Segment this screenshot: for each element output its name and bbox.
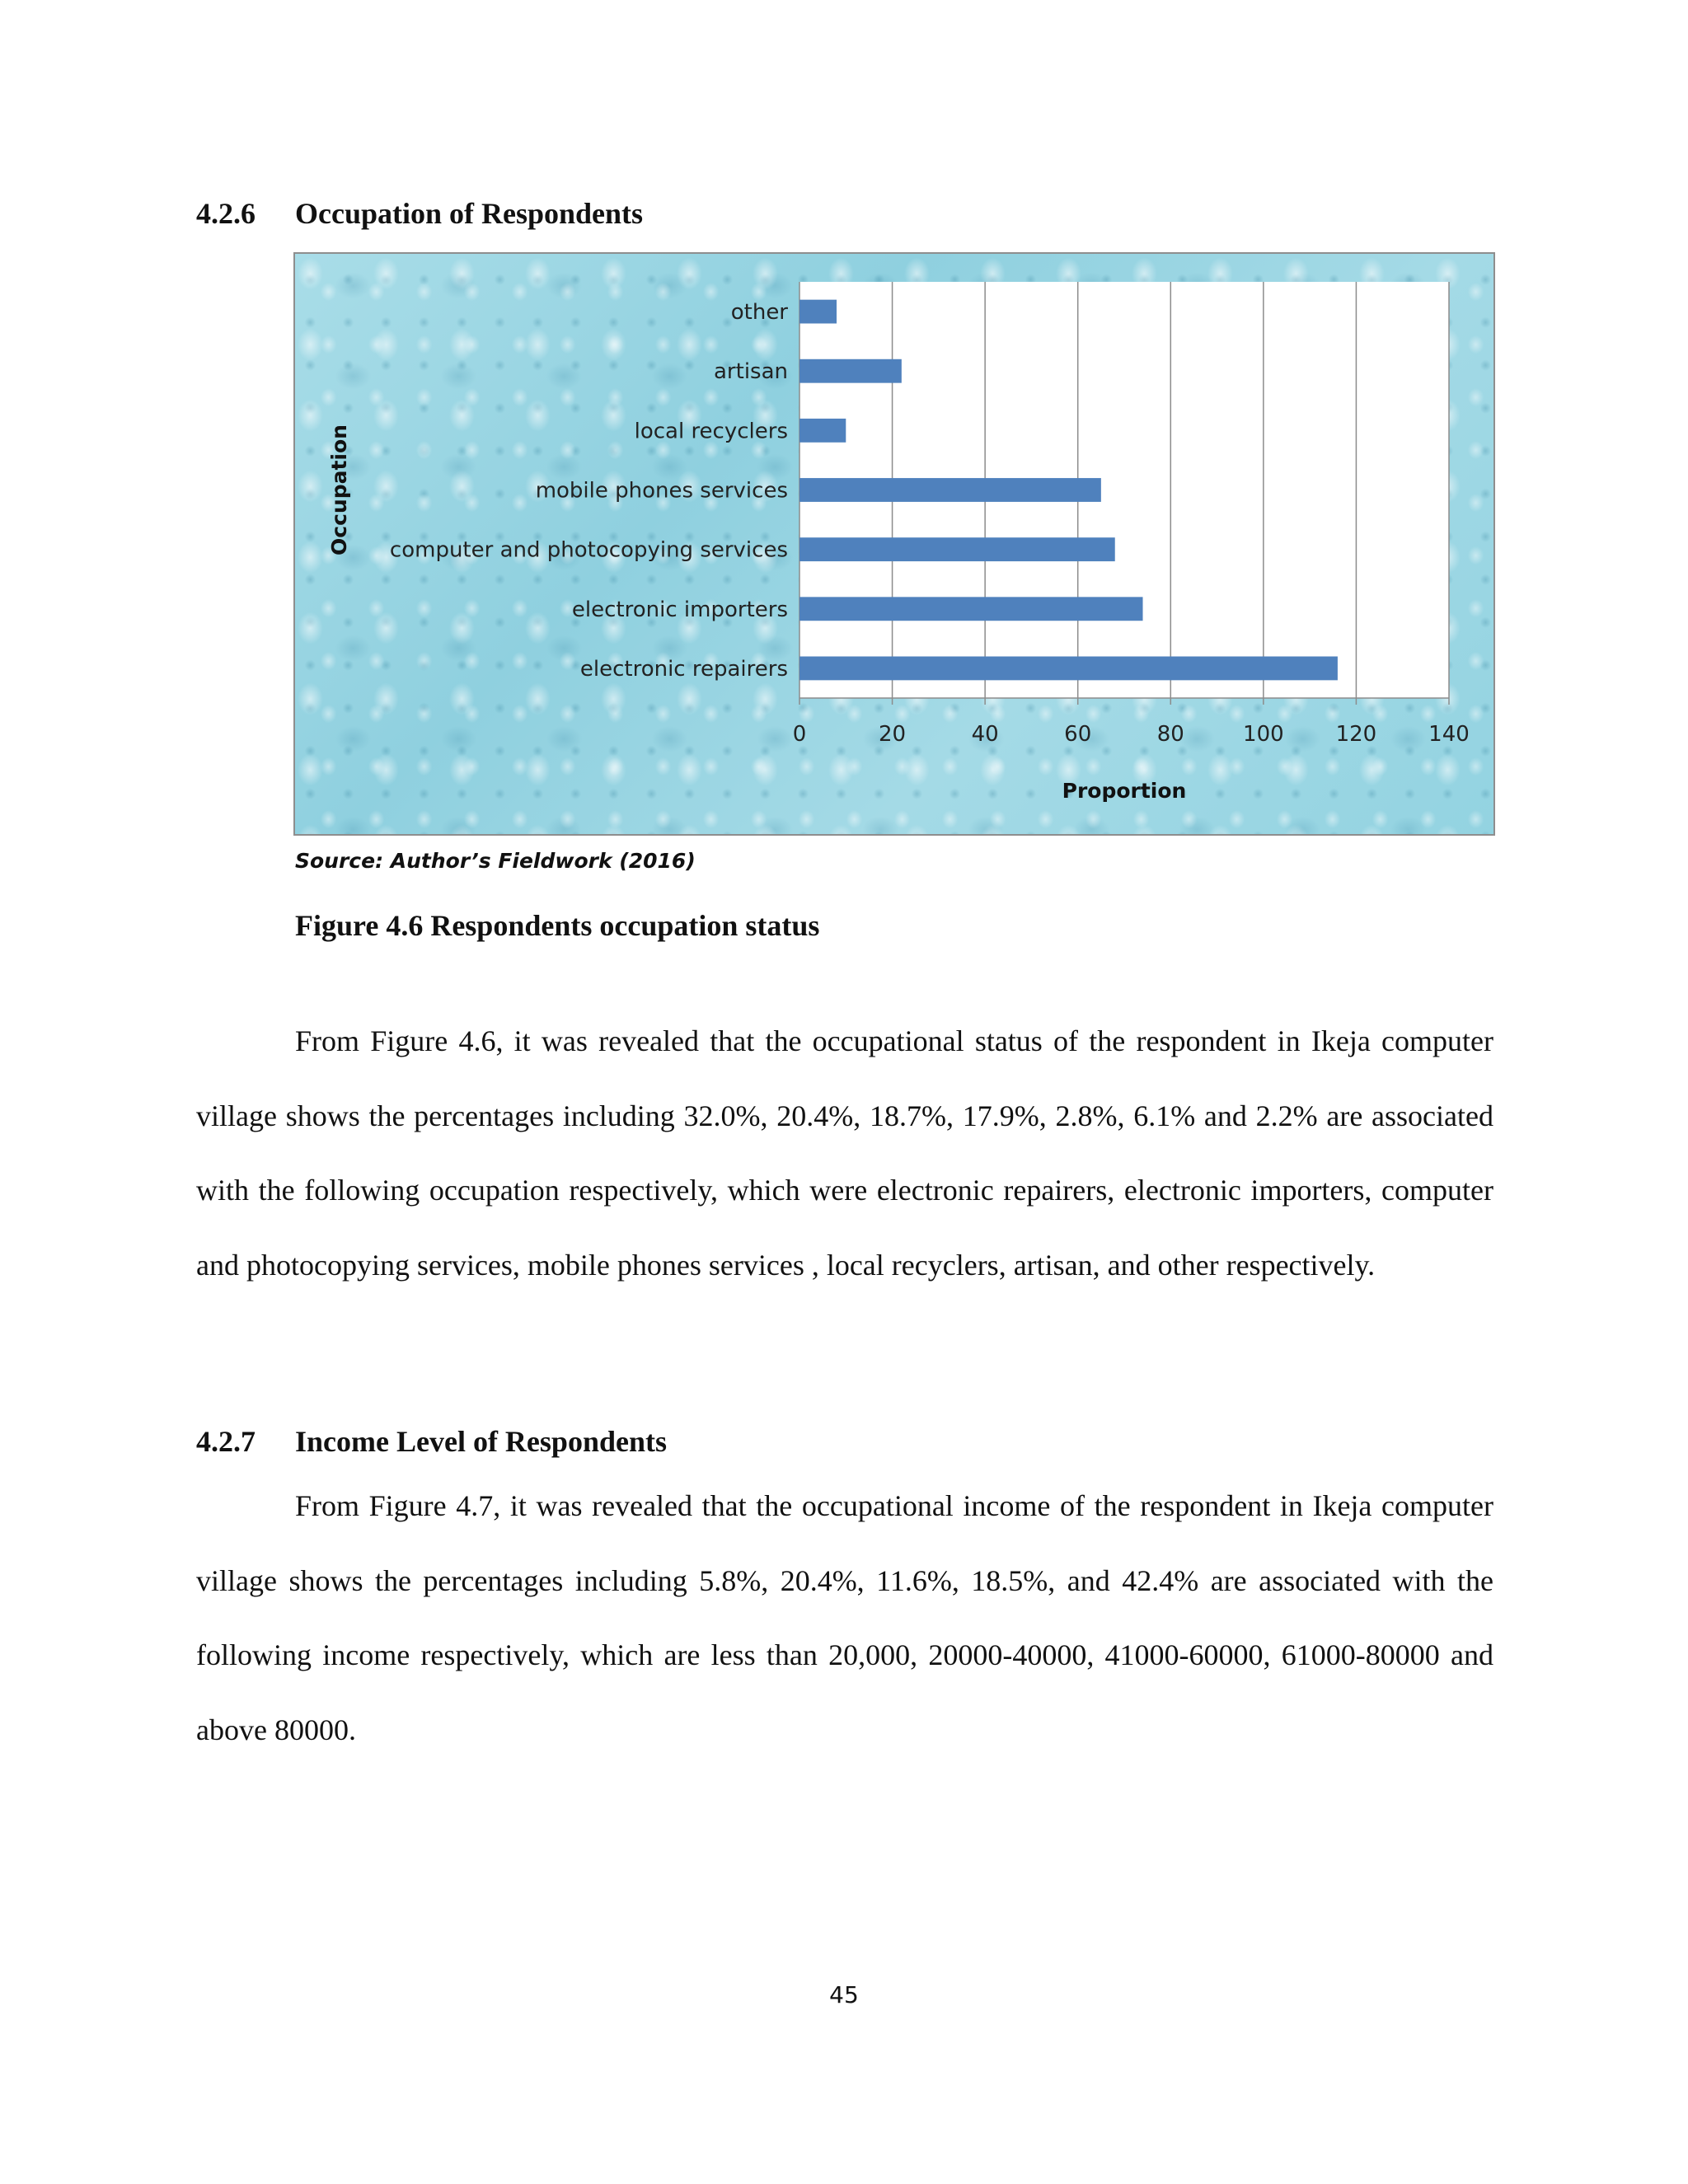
figure-caption: Figure 4.6 Respondents occupation status bbox=[295, 909, 820, 942]
page-number: 45 bbox=[829, 1981, 859, 2008]
x-tick-label: 80 bbox=[1156, 722, 1184, 747]
section-heading-occupation bbox=[196, 196, 643, 231]
bar bbox=[799, 657, 1338, 681]
category-label: mobile phones services bbox=[535, 478, 788, 504]
section-title: Occupation of Respondents bbox=[295, 197, 644, 230]
category-label: local recyclers bbox=[634, 419, 788, 444]
x-tick-label: 100 bbox=[1243, 722, 1284, 747]
category-label: artisan bbox=[714, 359, 788, 385]
category-label: computer and photocopying services bbox=[389, 537, 788, 563]
bar bbox=[799, 359, 902, 383]
section-heading-income bbox=[196, 1424, 667, 1459]
y-axis-title: Occupation bbox=[327, 424, 351, 555]
bar bbox=[799, 478, 1101, 502]
x-tick-label: 120 bbox=[1335, 722, 1377, 747]
x-tick-label: 40 bbox=[971, 722, 999, 747]
paragraph-income: From Figure 4.7, it was revealed that the occupational income of the respondent in Ikeja computer village shows the percentages including 5.8%, 20.4%, 11.6%, 18.5%, and 42.4% are associated with the following income respectively, which are less than 20,000, 20000-40000, 41000-60000, 61000-80000 and above 80000. bbox=[196, 1489, 1493, 1746]
x-tick-label: 60 bbox=[1064, 722, 1092, 747]
section-number: 4.2.6 bbox=[196, 197, 256, 230]
bar bbox=[799, 597, 1143, 621]
bar bbox=[799, 419, 846, 443]
category-label: electronic repairers bbox=[579, 656, 788, 682]
x-axis-title: Proportion bbox=[1062, 779, 1187, 803]
bar bbox=[799, 300, 837, 324]
section-number: 4.2.7 bbox=[196, 1425, 256, 1458]
occupation-chart bbox=[293, 252, 1495, 836]
paragraph-occupation: From Figure 4.6, it was revealed that the occupational status of the respondent in Ikeja computer village shows the percentages including 32.0%, 20.4%, 18.7%, 17.9%, 2.8%, 6.1% and 2.2% are associated with the following occupation respectively, which were electronic repairers, electronic importers, computer and photocopying services, mobile phones services , local recyclers, artisan, and other respectively. bbox=[196, 1024, 1493, 1282]
figure-source-note: Source: Author’s Fieldwork (2016) bbox=[295, 849, 696, 873]
occupation-bar-chart-svg bbox=[295, 254, 1493, 834]
category-label: electronic importers bbox=[571, 597, 788, 622]
category-label: other bbox=[730, 300, 788, 326]
x-tick-label: 140 bbox=[1428, 722, 1470, 747]
bar bbox=[799, 537, 1115, 561]
x-tick-label: 20 bbox=[879, 722, 907, 747]
x-tick-label: 0 bbox=[792, 722, 807, 747]
section-title: Income Level of Respondents bbox=[295, 1425, 667, 1458]
